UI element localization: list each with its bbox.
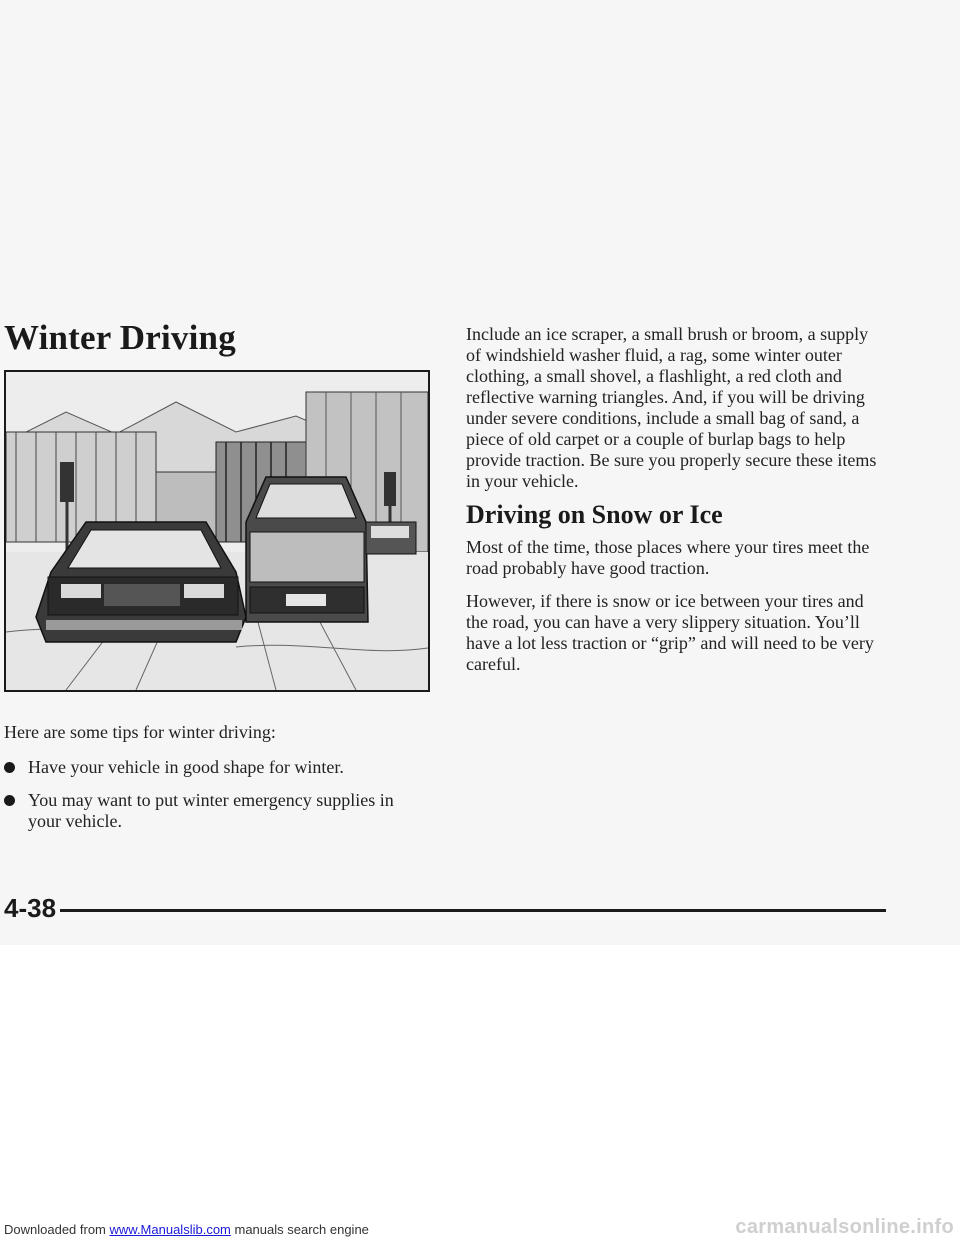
source-suffix: manuals search engine [230,1222,369,1237]
bullet-icon [4,795,15,806]
list-item [4,790,424,832]
watermark-logo: carmanualsonline.info [735,1216,954,1238]
footer-rule [60,909,886,912]
list-item-text: You may want to put winter emergency supplies in your vehicle. [28,790,394,831]
left-column-text [4,722,424,844]
page-title: Winter Driving [4,318,236,357]
slippery-paragraph: However, if there is snow or ice between your tires and the road, you can have a very slippery situation. You’ll have a lot less traction or “grip” and will need to be very careful. [466,591,874,674]
manualslib-link[interactable]: www.Manualslib.com [109,1222,231,1237]
page-footer [4,893,886,929]
source-prefix: Downloaded from [4,1222,110,1237]
tips-list [4,757,424,832]
winter-street-traffic-illustration [6,372,428,690]
page-number: 4-38 [4,893,57,923]
list-item [4,757,424,778]
tips-intro: Here are some tips for winter driving: [4,722,276,742]
section-subheading: Driving on Snow or Ice [466,500,723,529]
right-column-text [466,324,886,687]
list-item-text: Have your vehicle in good shape for winter. [28,757,344,777]
download-source-line [4,1222,369,1237]
bullet-icon [4,762,15,773]
winter-driving-illustration [4,370,430,692]
supplies-paragraph: Include an ice scraper, a small brush or broom, a supply of windshield washer fluid, a rag, some winter outer clothing, a small shovel, a flashlight, a red cloth and reflective warning triangles. And, if you will be driving under severe conditions, include a small bag of sand, a piece of old carpet or a couple of burlap bags to help provide traction. Be sure you properly secure these items in your vehicle. [466,324,877,491]
traction-paragraph: Most of the time, those places where your tires meet the road probably have good traction. [466,537,870,578]
